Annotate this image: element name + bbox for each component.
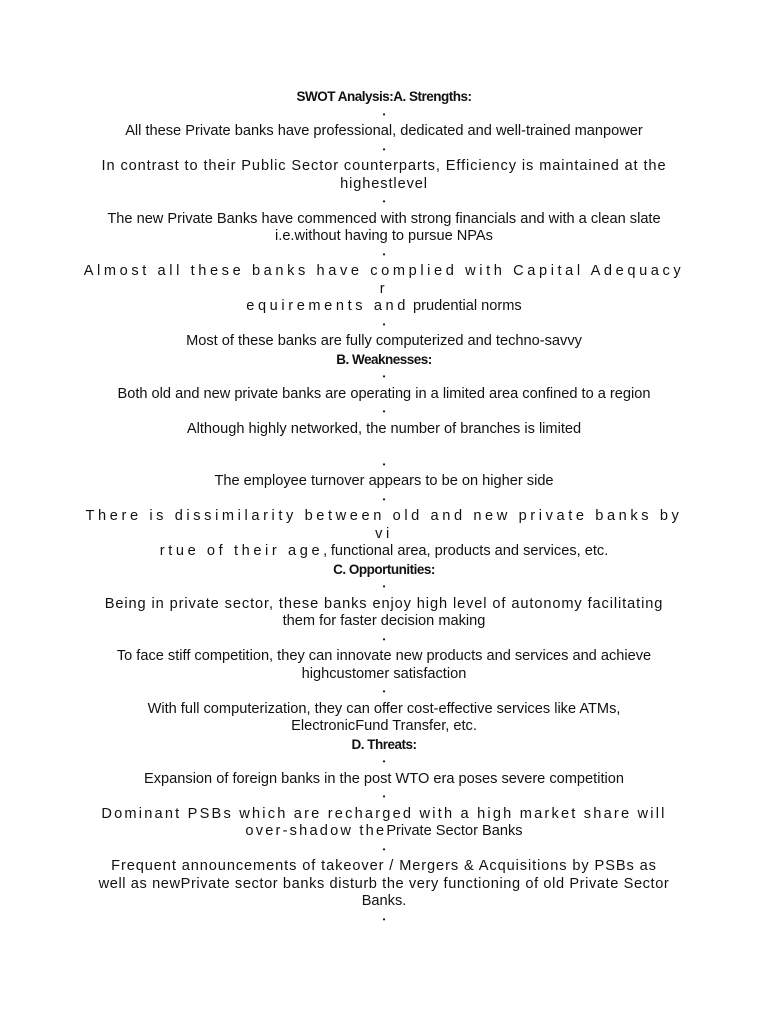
opportunity-item: highcustomer satisfaction (301, 665, 467, 682)
strength-item: In contrast to their Public Sector counterparts, Efficiency is maintained at the (101, 158, 667, 174)
bullet: • (382, 844, 386, 854)
weaknesses-heading: B. Weaknesses: (336, 351, 432, 367)
weakness-item: The employee turnover appears to be on higher side (214, 473, 554, 489)
strength-item: The new Private Banks have commenced with strong financials and with a clean slate (107, 210, 661, 227)
strength-item: highestlevel (340, 175, 428, 192)
threat-item-part: well as newPrivate sector banks disturb the very functioning of old Private Sector (98, 875, 670, 892)
bullet: • (382, 372, 386, 381)
weakness-item: Both old and new private banks are operating in a limited area confined to a region (117, 385, 651, 402)
threat-item: Dominant PSBs which are recharged with a high market share will (101, 805, 667, 822)
bullet: • (382, 757, 386, 766)
threat-item: Frequent announcements of takeover / Mergers & Acquisitions by PSBs as (111, 858, 657, 874)
threat-item: Banks. (361, 893, 407, 909)
bullet: • (382, 634, 386, 644)
bullet: • (382, 109, 386, 119)
swot-document (80, 88, 688, 928)
bullet: • (382, 687, 386, 696)
weakness-item-part: functional area, products and services, etc. (330, 543, 609, 559)
opportunity-item: them for faster decision making (282, 613, 486, 629)
bullet: • (382, 249, 386, 259)
bullet: • (382, 459, 386, 469)
spacer (80, 438, 688, 456)
bullet: • (382, 319, 386, 329)
threat-item-line (80, 823, 688, 841)
weakness-item-part: rtue of their age, (159, 543, 331, 559)
strength-item: All these Private banks have professional, dedicated and well-trained manpower (125, 123, 643, 139)
opportunity-item: ElectronicFund Transfer, etc. (291, 718, 477, 734)
bullet: • (382, 914, 386, 924)
strength-item: Almost all these banks have complied with Capital Adequacy r (83, 263, 685, 297)
strength-item-line (80, 298, 688, 316)
strength-item-part: equirements and (246, 298, 409, 314)
strength-item: i.e.without having to pursue NPAs (275, 228, 493, 244)
threat-item-line (80, 876, 688, 894)
weakness-item: There is dissimilarity between old and new private banks by vi (85, 508, 683, 542)
bullet: • (382, 494, 386, 504)
bullet: • (382, 792, 386, 801)
threat-item-part: over-shadow the (245, 823, 387, 839)
strength-item: Most of these banks are fully computerized and techno-savvy (186, 333, 582, 349)
opportunity-item: To face stiff competition, they can innovate new products and services and achieve (116, 648, 652, 664)
opportunity-item: Being in private sector, these banks enjoy high level of autonomy facilitating (104, 595, 664, 612)
bullet: • (382, 407, 386, 416)
bullet: • (382, 582, 386, 591)
opportunity-item: With full computerization, they can offer cost-effective services like ATMs, (147, 700, 621, 717)
weakness-item-line (80, 543, 688, 561)
threats-heading: D. Threats: (351, 736, 417, 752)
threat-item-part: Private Sector Banks (386, 823, 523, 839)
bullet: • (382, 144, 386, 154)
threat-item: Expansion of foreign banks in the post WTO era poses severe competition (144, 770, 624, 787)
bullet: • (382, 197, 386, 206)
strength-item-part: prudential norms (413, 298, 522, 314)
strengths-heading: SWOT Analysis:A. Strengths: (296, 89, 472, 104)
weakness-item: Although highly networked, the number of branches is limited (186, 420, 582, 437)
opportunities-heading: C. Opportunities: (333, 561, 435, 577)
